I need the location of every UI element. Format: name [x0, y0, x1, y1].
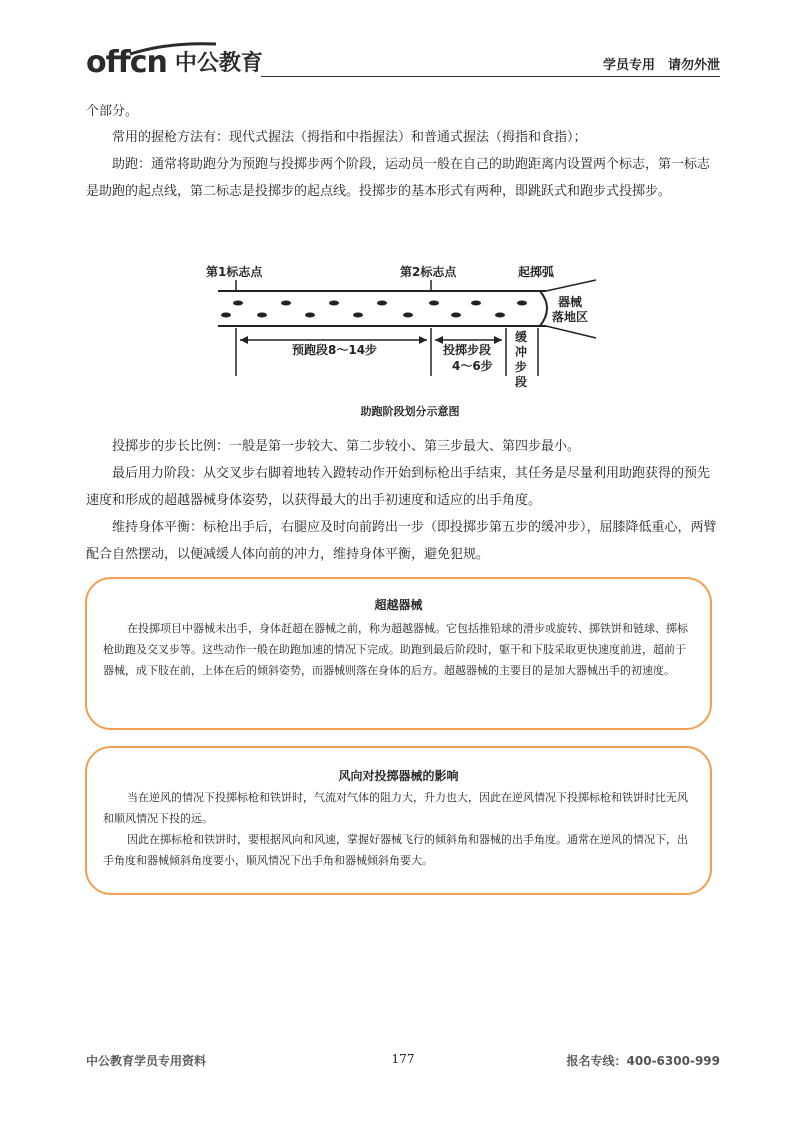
paragraph-final-effort: 最后用力阶段：从交叉步右脚着地转入蹬转动作开始到标枪出手结束，其任务是尽量利用助跑获得的预先速度和形成的超越器械身体姿势，以获得最大的出手初速度和适应的出手角度。: [86, 466, 711, 508]
header-confidential-tag: 学员专用 请勿外泄: [602, 58, 720, 73]
label-landing-2: 落地区: [552, 310, 589, 324]
callout-box-overtake: [85, 577, 712, 730]
label-mark1: 第1标志点: [206, 265, 263, 279]
footprint: [517, 301, 527, 306]
callout-paragraph: 在投掷项目中器械未出手，身体赶超在器械之前，称为超越器械。它包括推铅球的滑步或旋转、掷铁饼和链球、掷标枪助跑及交叉步等。这些动作一般在助跑加速的情况下完成。助跑到最后阶段时，躯干和下肢采取更快速度前进，超前于器械，成下肢在前，上体在后的倾斜姿势，而器械则落在身体的后方。超越器械的主要目的是加大器械出手的初速度。: [103, 622, 688, 677]
footprint: [451, 313, 461, 318]
label-buffer-1: 缓: [515, 330, 528, 344]
footprint: [281, 301, 291, 306]
arrowhead: [494, 336, 502, 344]
footprint: [495, 313, 505, 318]
logo-text-cn: 中公教育: [174, 51, 263, 76]
paragraph-continued: 个部分。: [86, 104, 139, 119]
label-run-segment: 预跑段8～14步: [292, 343, 378, 357]
run-up-diagram-svg: [200, 258, 620, 393]
callout-title: 风向对投掷器械的影响: [338, 769, 459, 783]
header-divider: [261, 76, 720, 77]
label-buffer-4: 段: [515, 375, 528, 389]
footprint: [257, 313, 267, 318]
arrowhead: [419, 336, 427, 344]
callout-paragraph: 因此在掷标枪和铁饼时，要根据风向和风速，掌握好器械飞行的倾斜角和器械的出手角度。通常在逆风的情况下，出手角度和器械倾斜角度要小，顺风情况下出手角和器械倾斜角要大。: [103, 833, 688, 867]
paragraph-balance: 维持身体平衡：标枪出手后，右腿应及时向前跨出一步（即投掷步第五步的缓冲步），屈膝降低重心，两臂配合自然摆动，以便减缓人体向前的冲力，维持身体平衡，避免犯规。: [86, 520, 717, 562]
footprint: [353, 313, 363, 318]
run-up-diagram: [200, 258, 620, 393]
page-number: 177: [391, 1052, 415, 1066]
paragraph-step-ratio: 投掷步的步长比例：一般是第一步较大、第二步较小、第三步最大、第四步最小。: [112, 439, 581, 454]
footprint: [471, 301, 481, 306]
footprint: [429, 301, 439, 306]
footer-source: 中公教育学员专用资料: [86, 1054, 207, 1068]
callout-paragraph: 当在逆风的情况下投掷标枪和铁饼时，气流对气体的阻力大，升力也大，因此在逆风情况下投掷标枪和铁饼时比无风和顺风情况下投的远。: [103, 791, 688, 825]
throwing-arc: [540, 291, 547, 326]
footprints: [221, 301, 527, 318]
label-mark2: 第2标志点: [400, 265, 457, 279]
footprint: [305, 313, 315, 318]
callout-title: 超越器械: [374, 598, 423, 612]
label-buffer-3: 步: [515, 360, 528, 374]
label-throw-segment-2: 4～6步: [452, 359, 493, 373]
page-footer: [86, 1052, 720, 1072]
sector-line-bottom: [546, 326, 596, 338]
sector-line-top: [546, 280, 596, 291]
footprint: [403, 313, 413, 318]
logo-text-en: offcn: [86, 45, 167, 80]
paragraph-run-up: 助跑：通常将助跑分为预跑与投掷步两个阶段，运动员一般在自己的助跑距离内设置两个标志，第一标志是助跑的起点线，第二标志是投掷步的起点线。投掷步的基本形式有两种，即跳跃式和跑步式投掷步。: [86, 157, 711, 199]
page-header: [86, 40, 720, 80]
arrowhead: [435, 336, 443, 344]
label-arc: 起掷弧: [518, 265, 555, 279]
callout-box-wind: [85, 746, 712, 895]
footprint: [329, 301, 339, 306]
logo-swoosh-icon: [128, 40, 218, 56]
paragraph-grip-methods: 常用的握枪方法有：现代式握法（拇指和中指握法）和普通式握法（拇指和食指）；: [112, 130, 587, 145]
figure-caption: 助跑阶段划分示意图: [360, 405, 460, 418]
label-landing-1: 器械: [558, 295, 583, 309]
footprint: [233, 301, 243, 306]
arrowhead: [240, 336, 248, 344]
footer-hotline: 报名专线：400-6300-999: [566, 1054, 720, 1068]
footprint: [377, 301, 387, 306]
label-buffer-2: 冲: [515, 345, 528, 359]
footprint: [221, 313, 231, 318]
label-throw-segment-1: 投掷步段: [443, 343, 492, 357]
